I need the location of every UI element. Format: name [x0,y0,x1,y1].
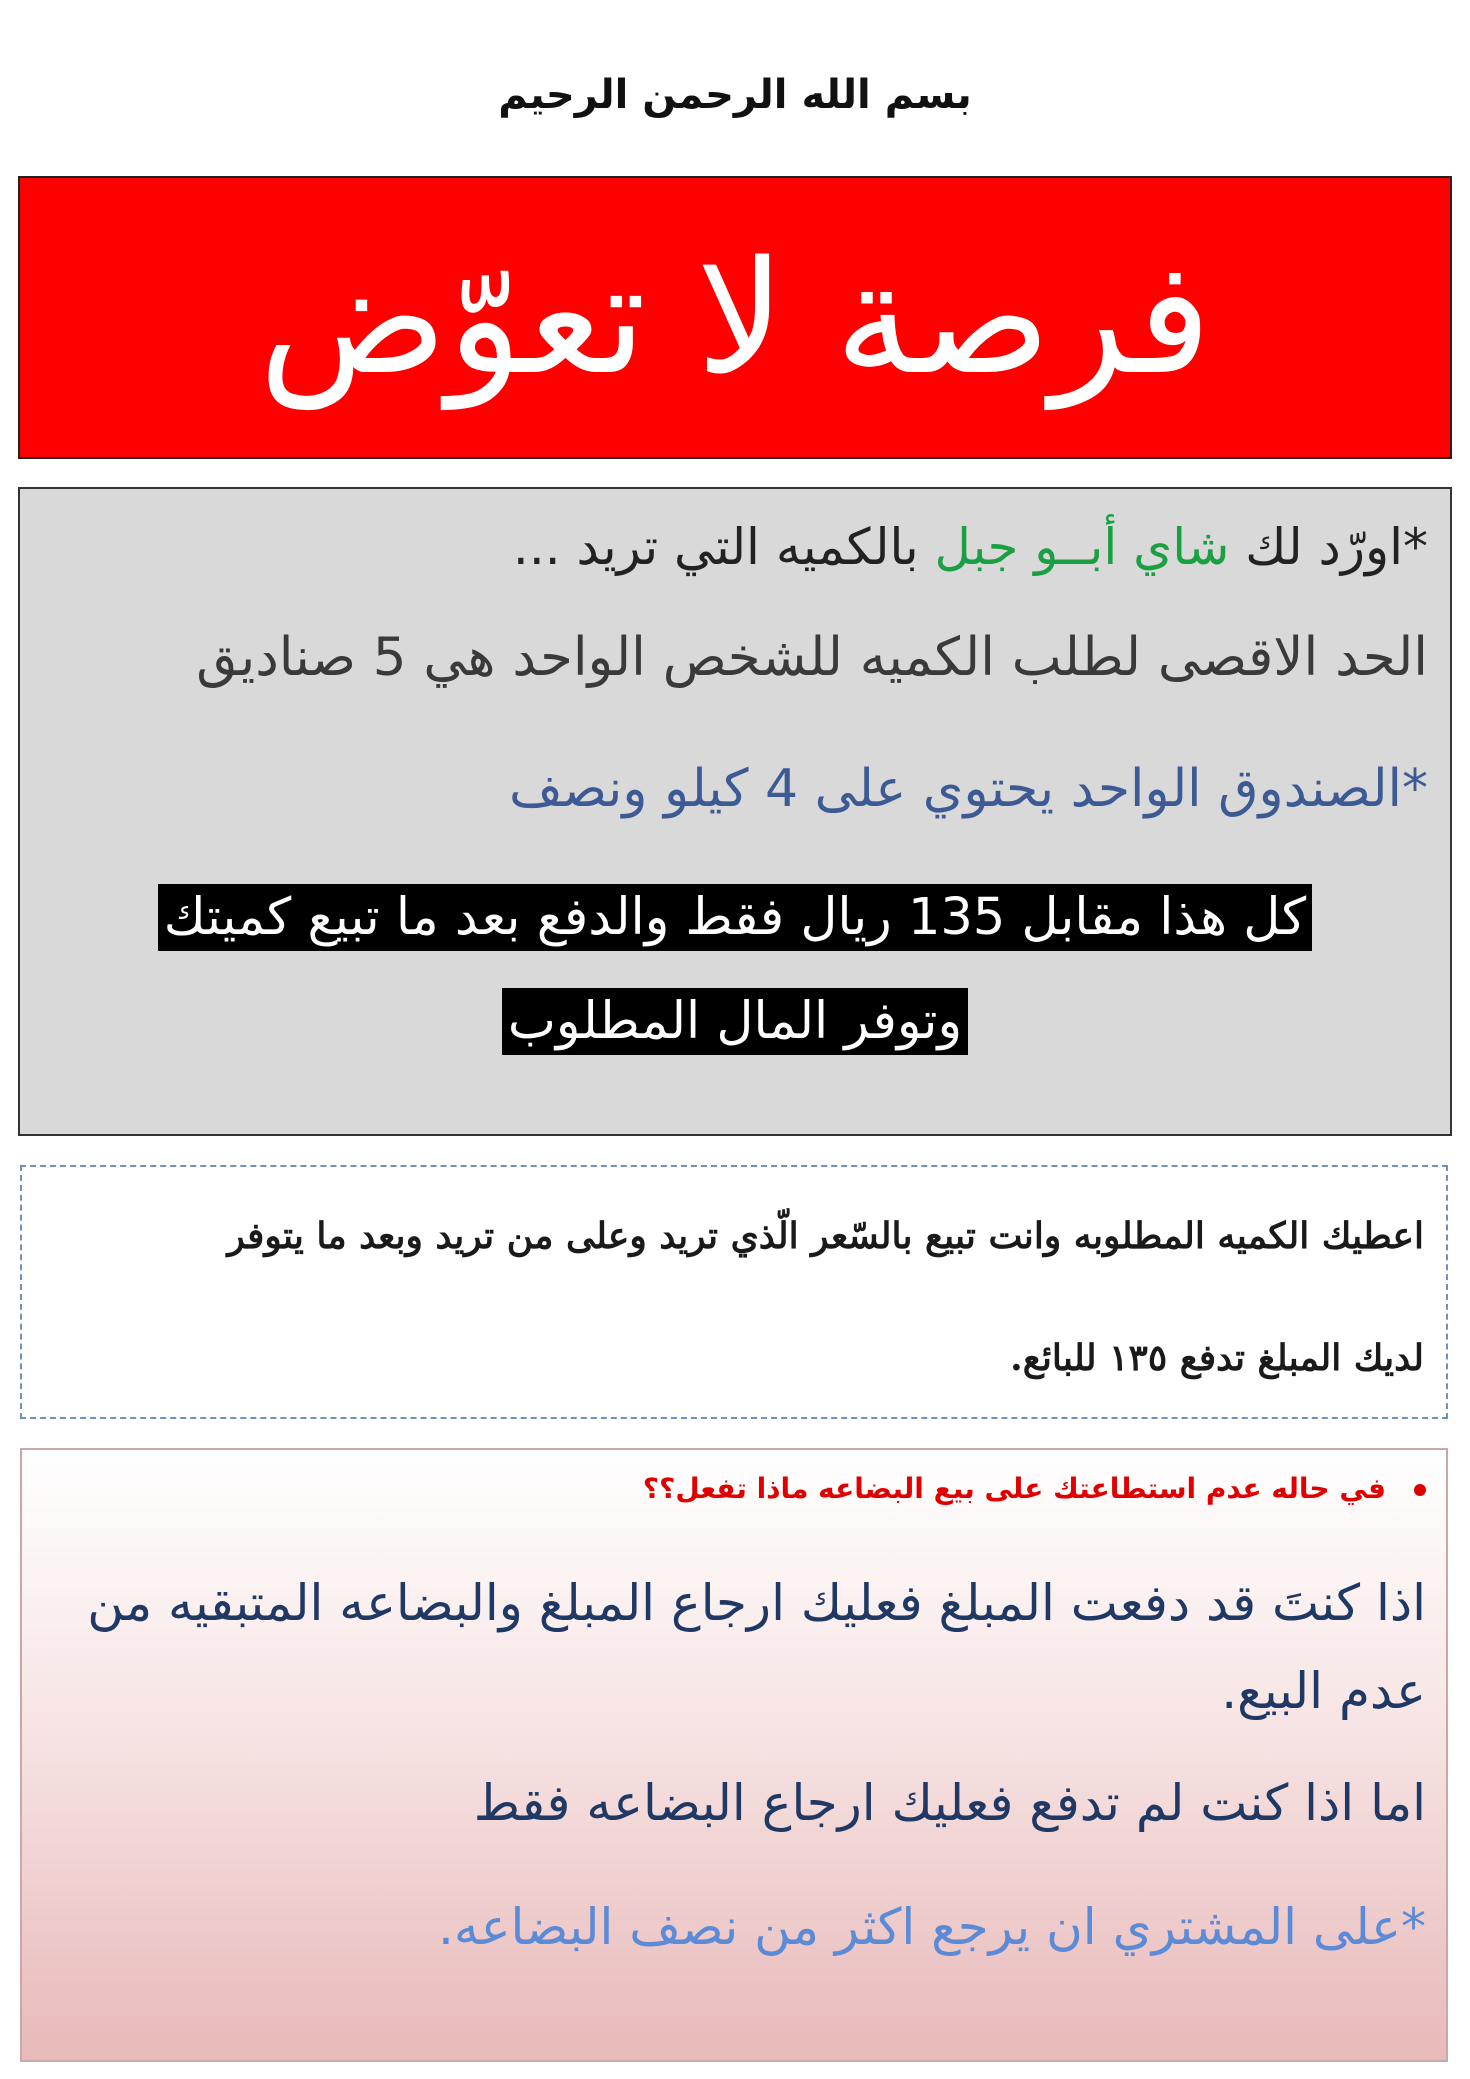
supply-suffix: بالكميه التي تريد ... [512,518,935,576]
price-highlight-text-2: وتوفر المال المطلوب [502,988,968,1055]
offer-line-box-weight: *الصندوق الواحد يحتوي على 4 كيلو ونصف [508,759,1428,819]
banner-title: فرصة لا تعوّض [258,226,1212,409]
returns-line-unpaid: اما اذا كنت لم تدفع فعليك ارجاع البضاعه فقط [473,1774,1426,1832]
offer-details-box [18,487,1452,1136]
offer-line-max-quantity: الحد الاقصى لطلب الكميه للشخص الواحد هي 5 صناديق [196,627,1428,688]
returns-heading-text: في حاله عدم استطاعتك على بيع البضاعه ماذا تفعل؟؟ [642,1472,1386,1505]
returns-heading [42,1472,1426,1505]
brand-name: شاي أبــو جبل [934,518,1230,576]
offer-banner [18,176,1452,459]
returns-policy-box [20,1448,1448,2062]
supply-prefix: *اورّد لك [1229,518,1428,576]
price-highlight-1 [20,877,1450,959]
price-highlight-text-1: كل هذا مقابل 135 ريال فقط والدفع بعد ما تبيع كميتك [158,884,1312,951]
returns-line-condition: *على المشتري ان يرجع اكثر من نصف البضاعه. [438,1898,1426,1956]
payment-note-line-2: لديك المبلغ تدفع ١٣٥ للبائع. [1010,1337,1424,1379]
basmala-heading: بسم الله الرحمن الرحيم [498,72,972,118]
payment-note-box [20,1165,1448,1419]
returns-line-paid: اذا كنتَ قد دفعت المبلغ فعليك ارجاع المبلغ والبضاعه المتبقيه من عدم البيع. [87,1574,1426,1720]
bullet-icon [1414,1484,1426,1496]
offer-line-supply [42,507,1428,587]
price-highlight-2 [20,981,1450,1063]
payment-note-line-1: اعطيك الكميه المطلوبه وانت تبيع بالسّعر الّذي تريد وعلى من تريد وبعد ما يتوفر [227,1215,1424,1257]
